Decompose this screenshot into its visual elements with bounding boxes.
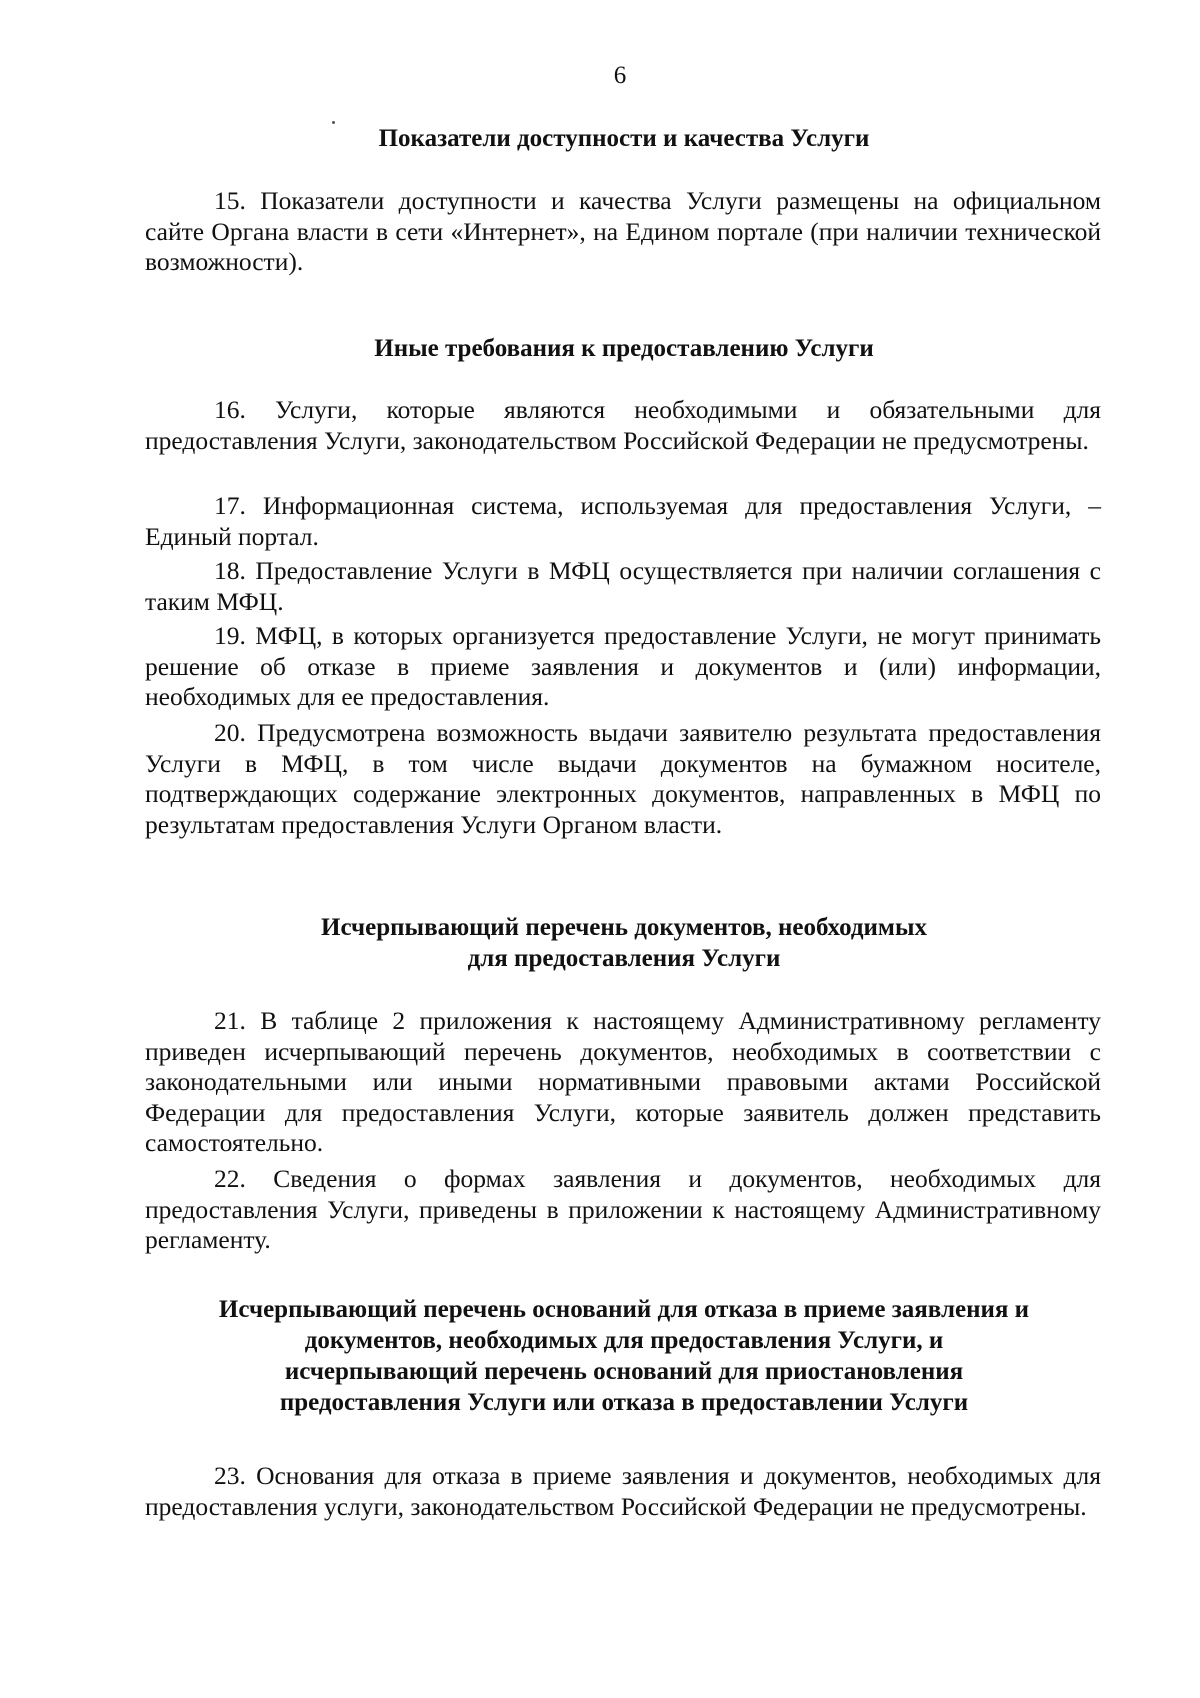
section-heading: Исчерпывающий перечень документов, необходимых для предоставления Услуги	[321, 914, 927, 972]
paragraph: 19. МФЦ, в которых организуется предоставление Услуги, не могут принимать решение об отказе в приеме заявления и документов и (или) информации, необходимых для ее предоставления.	[145, 621, 1101, 712]
paragraph: 18. Предоставление Услуги в МФЦ осуществляется при наличии соглашения с таким МФЦ.	[145, 556, 1101, 616]
paragraph: 15. Показатели доступности и качества Услуги размещены на официальном сайте Органа власти в сети «Интернет», на Едином портале (при наличии технической возможности).	[145, 186, 1101, 277]
section-heading: Исчерпывающий перечень оснований для отказа в приеме заявления и документов, необходимых для предоставления Услуги, и исчерпывающий перечень оснований для приостановления предоставления Услуги или отказа в предоставлении Услуги	[218, 1296, 1030, 1416]
paragraph: 16. Услуги, которые являются необходимыми и обязательными для предоставления Услуги, законодательством Российской Федерации не предусмотрены.	[145, 395, 1101, 455]
section-heading: Показатели доступности и качества Услуги	[378, 125, 870, 152]
paragraph: 17. Информационная система, используемая для предоставления Услуги, – Единый портал.	[145, 491, 1101, 551]
paragraph: 20. Предусмотрена возможность выдачи заявителю результата предоставления Услуги в МФЦ, в том числе выдачи документов на бумажном носителе, подтверждающих содержание электронных документов, направленных в МФЦ по результатам предоставления Услуги Органом власти.	[145, 718, 1101, 839]
paragraph: 22. Сведения о формах заявления и документов, необходимых для предоставления Услуги, приведены в приложении к настоящему Административному регламенту.	[145, 1164, 1101, 1255]
paragraph: 21. В таблице 2 приложения к настоящему Административному регламенту приведен исчерпывающий перечень документов, необходимых в соответствии с законодательными или иными нормативными правовыми актами Российской Федерации для предоставления Услуги, которые заявитель должен представить самостоятельно.	[145, 1006, 1101, 1158]
section-heading: Иные требования к предоставлению Услуги	[374, 335, 874, 362]
paragraph: 23. Основания для отказа в приеме заявления и документов, необходимых для предоставления услуги, законодательством Российской Федерации не предусмотрены.	[145, 1461, 1101, 1521]
page-number: 6	[613, 62, 627, 89]
